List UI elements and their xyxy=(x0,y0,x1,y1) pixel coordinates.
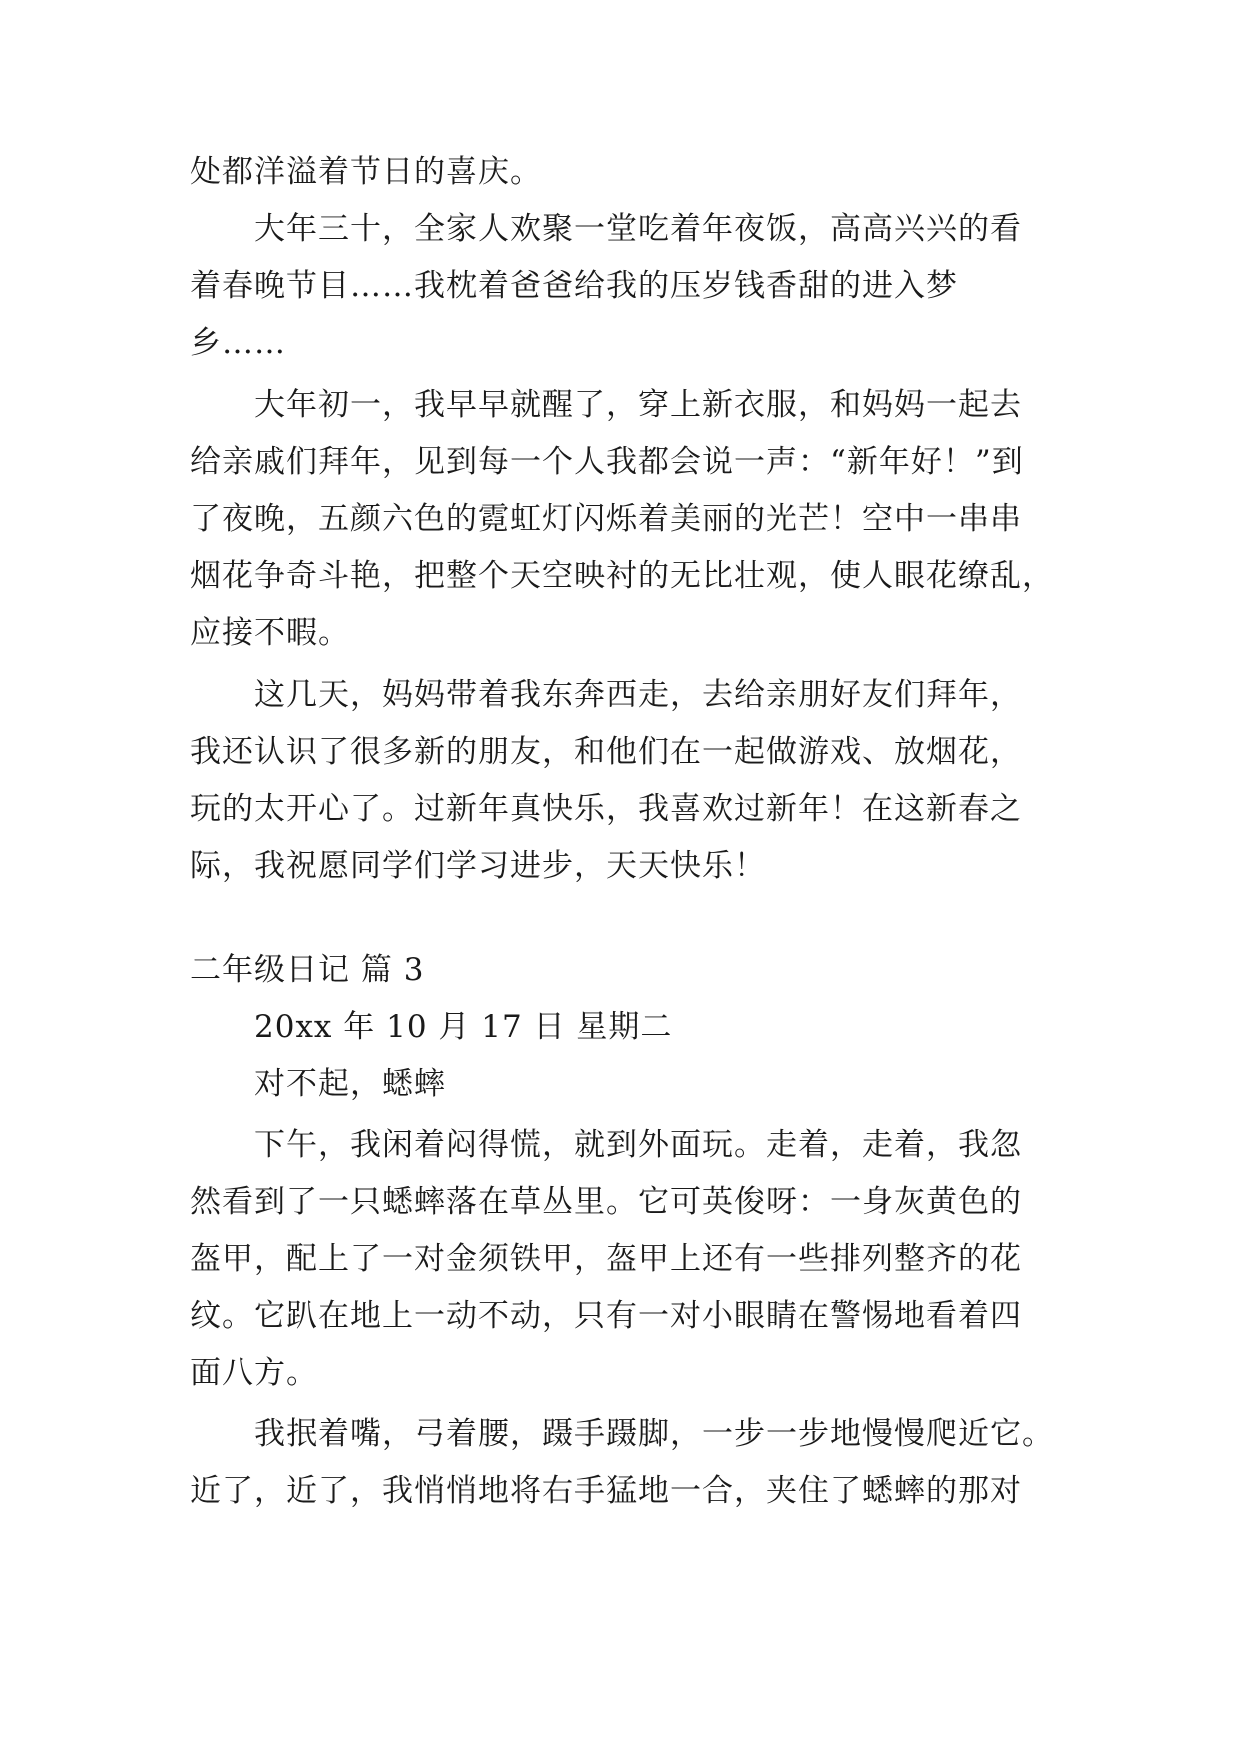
diary-title: 对不起，蟋蟀 xyxy=(254,1066,446,1102)
text-line: 着春晚节目……我枕着爸爸给我的压岁钱香甜的进入梦 xyxy=(190,268,958,304)
text-line: 大年三十，全家人欢聚一堂吃着年夜饭，高高兴兴的看 xyxy=(254,211,1022,247)
text-line: 应接不暇。 xyxy=(190,615,350,651)
text-line: 了夜晚，五颜六色的霓虹灯闪烁着美丽的光芒！空中一串串 xyxy=(190,501,1022,537)
text-line: 大年初一，我早早就醒了，穿上新衣服，和妈妈一起去 xyxy=(254,387,1022,423)
text-line: 然看到了一只蟋蟀落在草丛里。它可英俊呀：一身灰黄色的 xyxy=(190,1184,1022,1220)
text-line: 近了，近了，我悄悄地将右手猛地一合，夹住了蟋蟀的那对 xyxy=(190,1473,1022,1509)
text-line: 下午，我闲着闷得慌，就到外面玩。走着，走着，我忽 xyxy=(254,1127,1022,1163)
text-line: 处都洋溢着节日的喜庆。 xyxy=(190,154,542,190)
diary-date: 20xx 年 10 月 17 日 星期二 xyxy=(254,1009,673,1045)
text-line: 我抿着嘴，弓着腰，蹑手蹑脚，一步一步地慢慢爬近它。 xyxy=(254,1416,1054,1452)
text-line: 我还认识了很多新的朋友，和他们在一起做游戏、放烟花， xyxy=(190,734,1022,770)
text-line: 纹。它趴在地上一动不动，只有一对小眼睛在警惕地看着四 xyxy=(190,1298,1022,1334)
section-heading: 二年级日记 篇 3 xyxy=(190,952,425,988)
text-line: 给亲戚们拜年，见到每一个人我都会说一声：“新年好！”到 xyxy=(190,444,1024,480)
text-line: 际，我祝愿同学们学习进步，天天快乐！ xyxy=(190,848,766,884)
text-line: 烟花争奇斗艳，把整个天空映衬的无比壮观，使人眼花缭乱， xyxy=(190,558,1054,594)
text-line: 乡…… xyxy=(190,325,286,361)
text-line: 玩的太开心了。过新年真快乐，我喜欢过新年！在这新春之 xyxy=(190,791,1022,827)
text-line: 面八方。 xyxy=(190,1355,318,1391)
text-line: 盔甲，配上了一对金须铁甲，盔甲上还有一些排列整齐的花 xyxy=(190,1241,1022,1277)
text-line: 这几天，妈妈带着我东奔西走，去给亲朋好友们拜年， xyxy=(254,677,1022,713)
